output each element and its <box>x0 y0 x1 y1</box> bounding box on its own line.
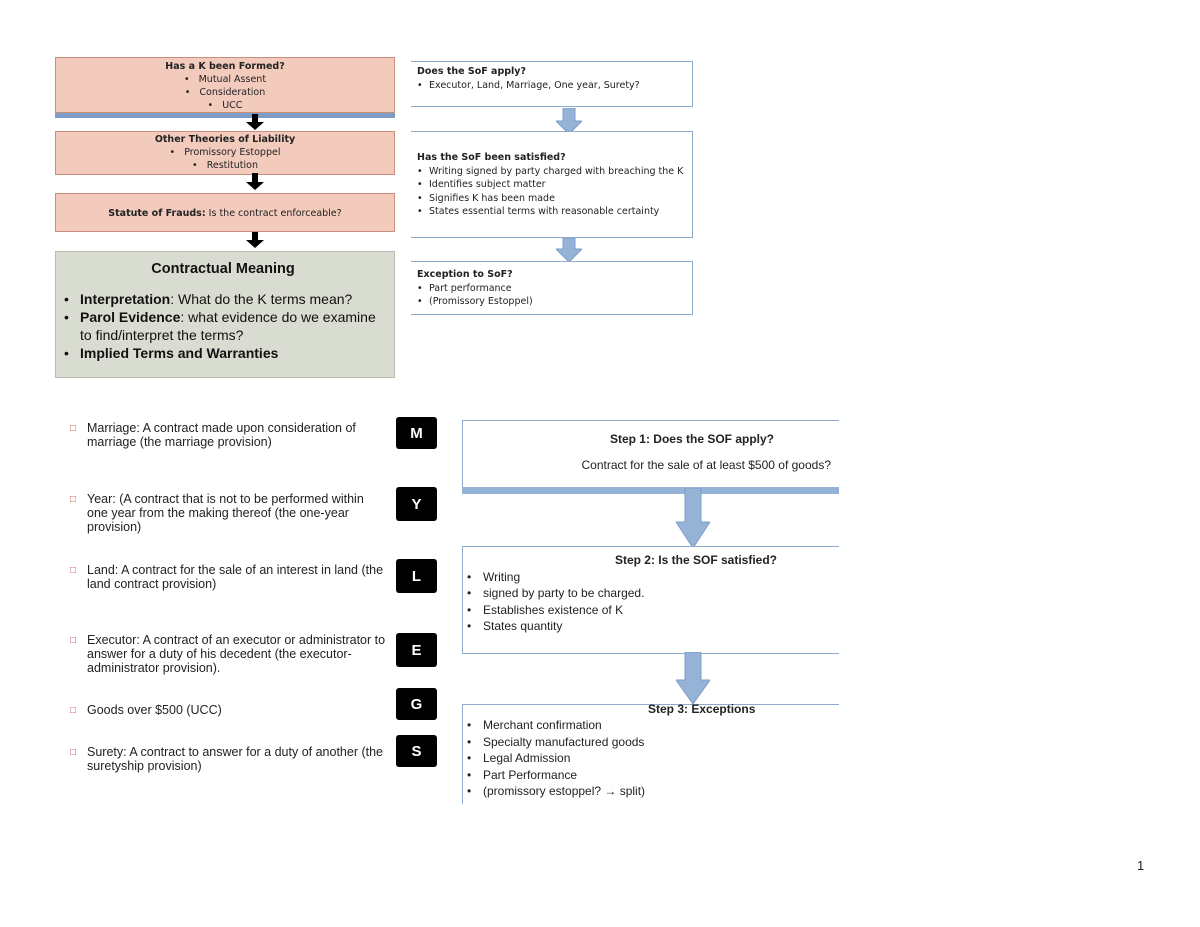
mylegs-text: Land: A contract for the sale of an interest in land (the land contract provision) <box>87 563 384 591</box>
other-theories-title: Other Theories of Liability <box>154 134 296 145</box>
list-item: • States essential terms with reasonable certainty <box>417 205 692 219</box>
formed-box <box>55 57 395 113</box>
step3-box <box>462 704 839 804</box>
down-arrow-icon <box>246 122 264 130</box>
list-item: • Parol Evidence: what evidence do we examine to find/interpret the terms? <box>60 308 386 344</box>
down-arrow-icon <box>676 488 710 548</box>
formed-list <box>56 73 394 112</box>
list-item: • Merchant confirmation <box>463 717 839 734</box>
sof-apply-box <box>411 61 693 107</box>
sof-exception-list <box>417 282 692 309</box>
list-item: • Restitution <box>56 159 394 172</box>
mylegs-item-marriage <box>70 421 387 449</box>
step3-title: Step 3: Exceptions <box>648 702 756 716</box>
square-bullet-icon: □ <box>70 565 77 576</box>
contractual-meaning-box <box>55 251 395 378</box>
step2-box <box>462 546 839 654</box>
mylegs-item-goods <box>70 703 387 717</box>
step1-text: Contract for the sale of at least $500 of goods? <box>581 457 831 472</box>
letter-badge: S <box>396 735 437 767</box>
page-number: 1 <box>1137 858 1145 873</box>
mylegs-item-executor <box>70 633 387 675</box>
step1-box <box>462 420 839 488</box>
list-item: • Legal Admission <box>463 750 839 767</box>
letter-badge: L <box>396 559 437 593</box>
square-bullet-icon: □ <box>70 635 77 646</box>
list-item: • Specialty manufactured goods <box>463 734 839 751</box>
list-item: • (promissory estoppel? → split) <box>463 783 839 800</box>
sof-box-title: Statute of Frauds: <box>108 208 206 219</box>
mylegs-text: Year: (A contract that is not to be performed within one year from the making thereof (the one-year provision) <box>87 492 364 534</box>
list-item: • Establishes existence of K <box>463 602 839 619</box>
list-item: • Promissory Estoppel <box>56 146 394 159</box>
list-item: • Mutual Assent <box>56 73 394 86</box>
down-arrow-icon <box>246 182 264 190</box>
formed-title: Has a K been Formed? <box>165 61 285 72</box>
list-item: • Part performance <box>417 282 692 296</box>
letter-badge: E <box>396 633 437 667</box>
down-arrow-icon <box>556 238 582 262</box>
sof-apply-title: Does the SoF apply? <box>417 66 527 77</box>
list-item: • Writing signed by party charged with breaching the K <box>417 165 692 179</box>
divider-line <box>55 113 395 118</box>
list-item: • Executor, Land, Marriage, One year, Surety? <box>417 79 692 93</box>
list-item: • Implied Terms and Warranties <box>60 344 386 362</box>
list-item: • Writing <box>463 569 839 586</box>
mylegs-text: Goods over $500 (UCC) <box>87 703 222 717</box>
square-bullet-icon: □ <box>70 423 77 434</box>
list-item: • (Promissory Estoppel) <box>417 295 692 309</box>
square-bullet-icon: □ <box>70 494 77 505</box>
mylegs-item-surety <box>70 745 387 773</box>
mylegs-item-land <box>70 563 387 591</box>
list-item: • UCC <box>56 99 394 112</box>
sof-satisfied-list <box>417 165 692 219</box>
list-item: • States quantity <box>463 618 839 635</box>
sof-box-text: Is the contract enforceable? <box>208 208 342 219</box>
sof-exception-box <box>411 261 693 315</box>
step3-list <box>463 717 839 800</box>
sof-exception-title: Exception to SoF? <box>417 269 513 280</box>
down-arrow-icon <box>246 240 264 248</box>
sof-satisfied-title: Has the SoF been satisfied? <box>417 152 566 163</box>
sof-satisfied-box <box>411 131 693 238</box>
list-item: • Identifies subject matter <box>417 178 692 192</box>
sof-apply-list <box>417 79 692 93</box>
list-item: • signed by party to be charged. <box>463 585 839 602</box>
step1-bottom-rule <box>462 487 839 494</box>
meaning-title: Contractual Meaning <box>151 261 295 277</box>
other-theories-list <box>56 146 394 172</box>
square-bullet-icon: □ <box>70 747 77 758</box>
list-item: • Interpretation: What do the K terms mean? <box>60 290 386 308</box>
statute-of-frauds-box <box>55 193 395 232</box>
step1-title: Step 1: Does the SOF apply? <box>609 432 774 446</box>
list-item: • Consideration <box>56 86 394 99</box>
meaning-list <box>60 290 386 362</box>
list-item: • Signifies K has been made <box>417 192 692 206</box>
step2-title: Step 2: Is the SOF satisfied? <box>614 553 778 567</box>
letter-badge: G <box>396 688 437 720</box>
letter-badge: M <box>396 417 437 449</box>
list-item: • Part Performance <box>463 767 839 784</box>
step2-list <box>463 569 839 635</box>
mylegs-text: Surety: A contract to answer for a duty of another (the suretyship provision) <box>87 745 383 773</box>
mylegs-text: Executor: A contract of an executor or administrator to answer for a duty of his decedent (the executor-administrator provision). <box>87 633 386 675</box>
mylegs-text: Marriage: A contract made upon consideration of marriage (the marriage provision) <box>87 421 356 449</box>
square-bullet-icon: □ <box>70 705 77 716</box>
letter-badge: Y <box>396 487 437 521</box>
mylegs-item-year <box>70 492 387 534</box>
down-arrow-icon <box>676 652 710 704</box>
other-theories-box <box>55 131 395 175</box>
